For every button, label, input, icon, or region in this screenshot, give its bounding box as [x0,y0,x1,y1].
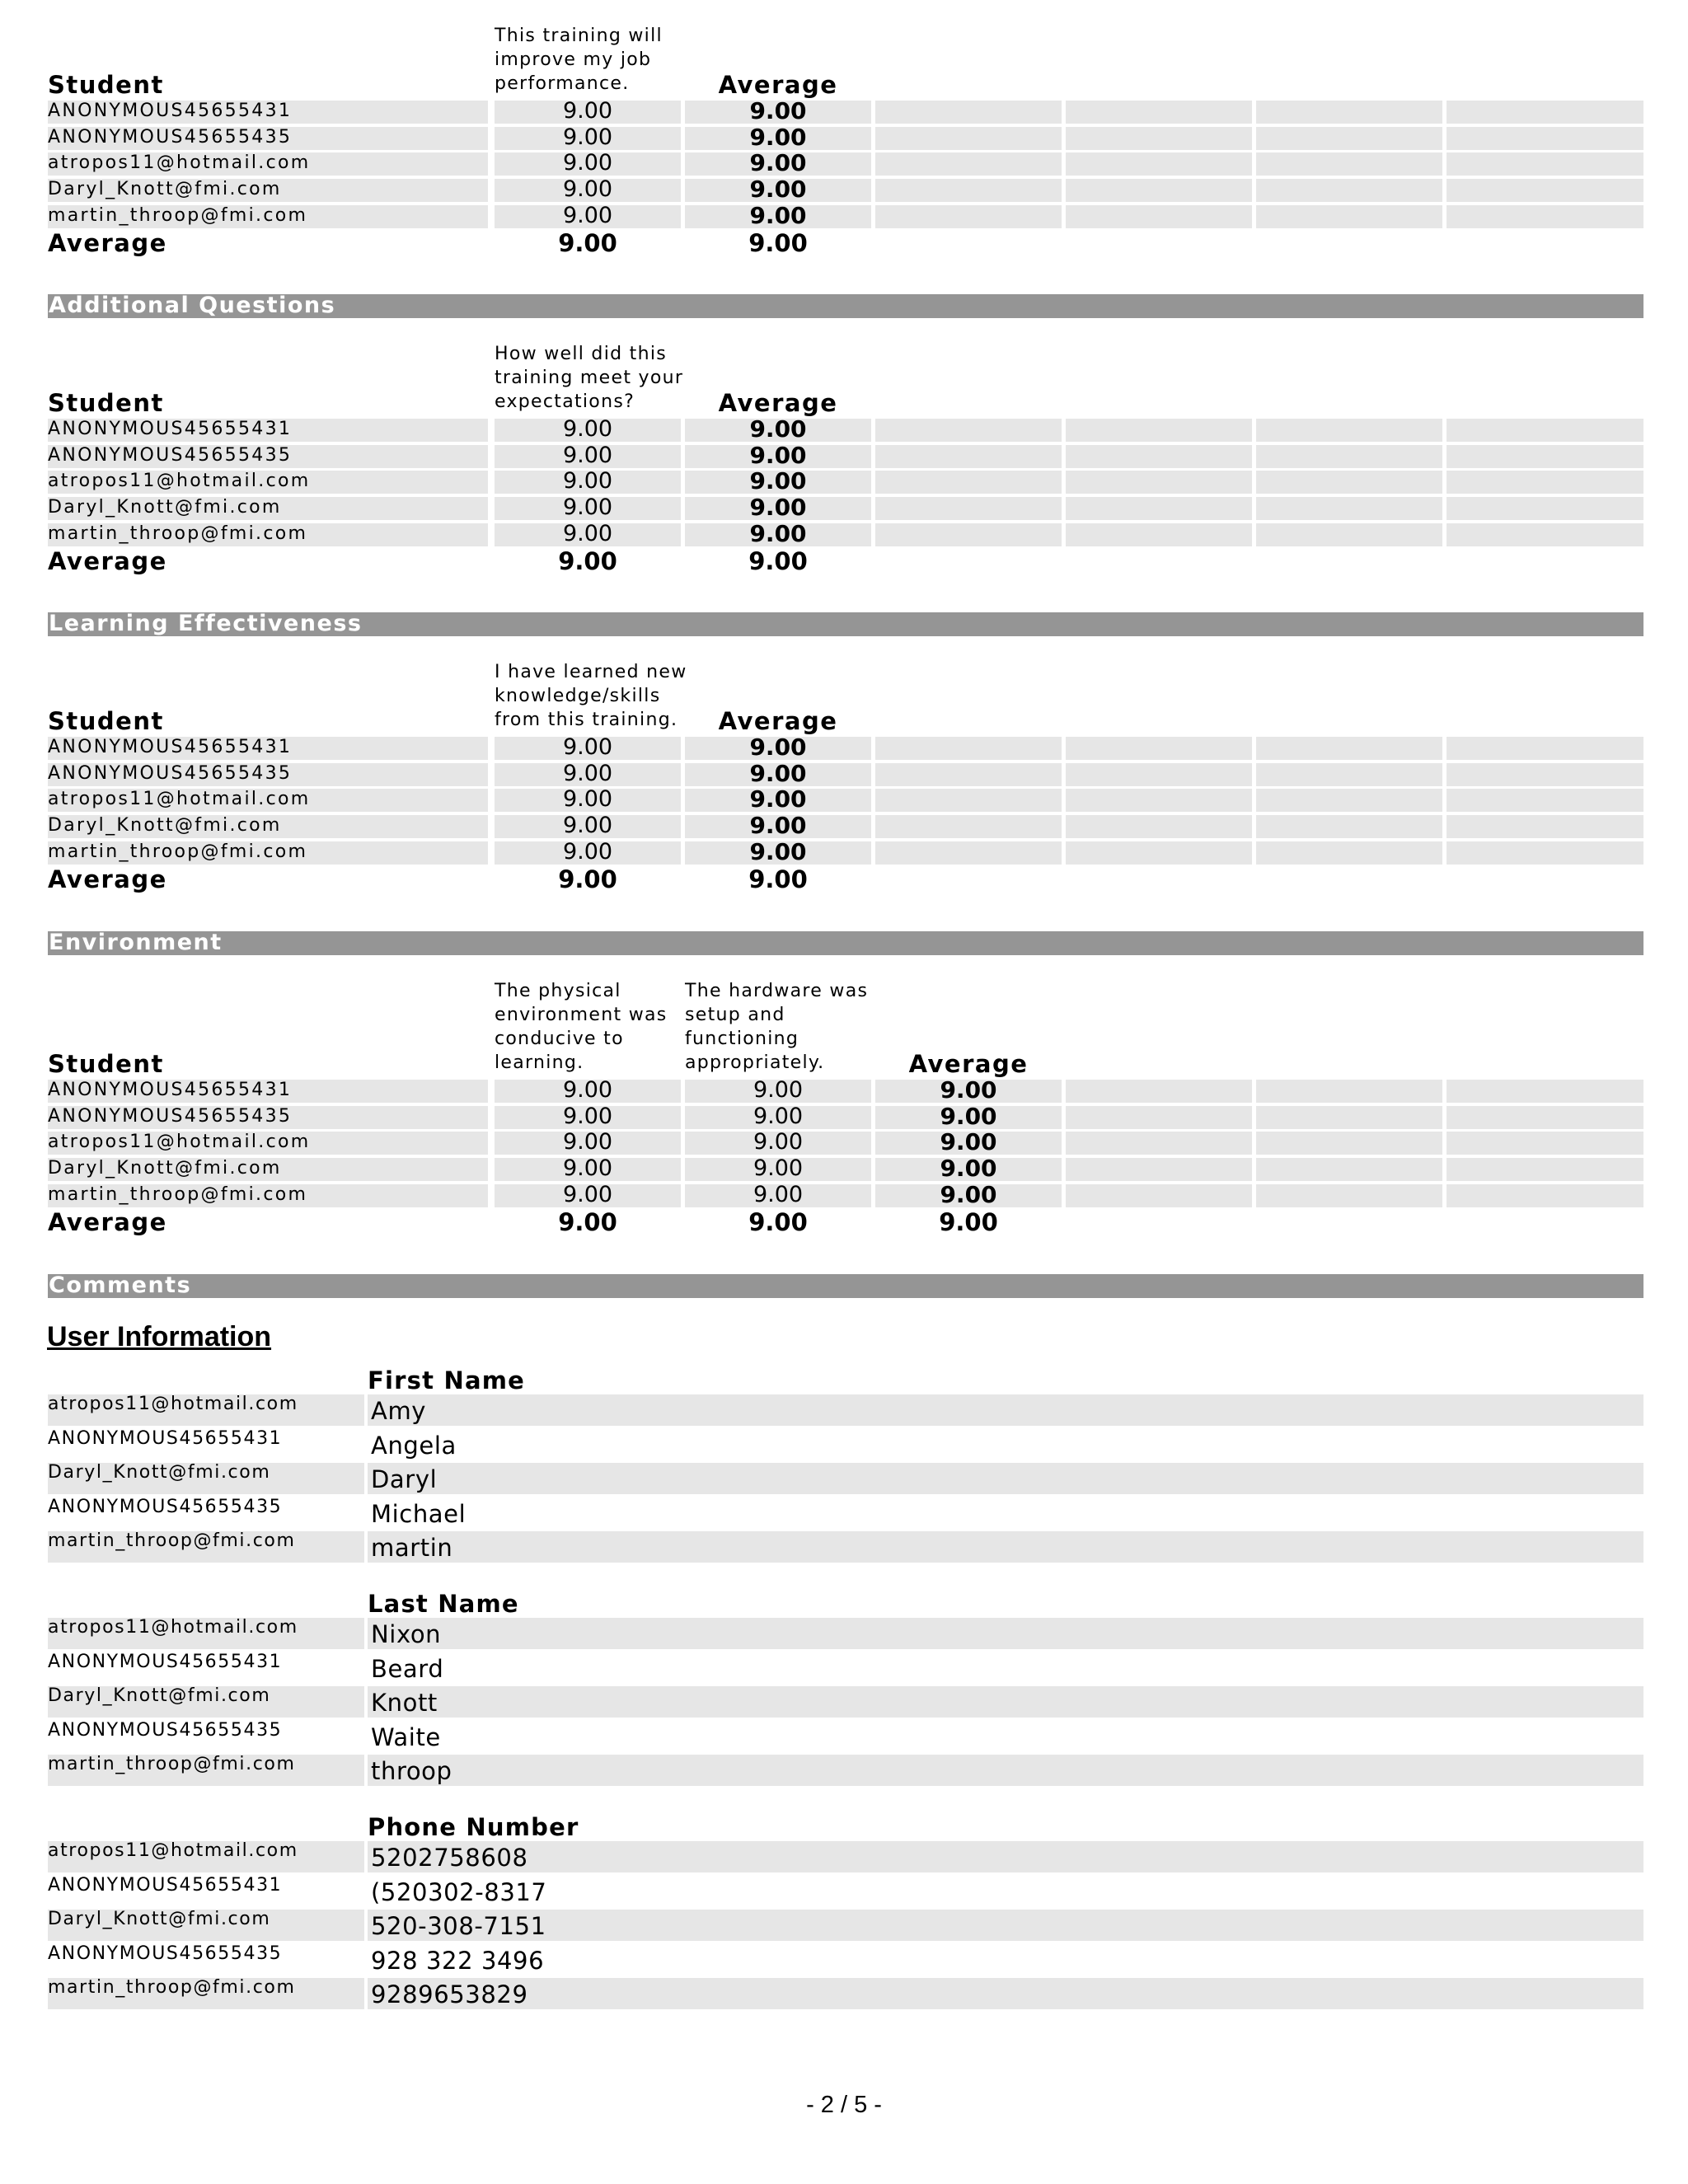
score-cell: 9.00 [753,1129,804,1155]
row-background [1256,815,1442,838]
field-value: Michael [371,1499,467,1528]
average-row-label: Average [48,228,167,257]
question-header: This training will improve my job performance. [495,26,663,94]
average-column-header: Average [908,1050,1029,1078]
user-row [48,1394,1643,1426]
row-background [1447,1106,1643,1129]
user-row [48,1721,1643,1752]
section-title: Environment [49,930,223,955]
section-bar [48,294,1643,318]
row-background [1256,101,1442,124]
column-divider [364,1531,368,1563]
column-divider [364,1755,368,1786]
user-id: Daryl_Knott@fmi.com [48,1685,271,1706]
column-average: 9.00 [748,228,808,257]
row-background [1256,445,1442,468]
row-background [1066,815,1252,838]
score-cell: 9.00 [562,520,613,546]
column-average: 9.00 [748,546,808,575]
score-cell: 9.00 [753,1077,804,1103]
row-background [875,205,1062,228]
question-header: The physical environment was conducive to learning. [495,981,668,1073]
row-background [1066,1184,1252,1207]
row-average: 9.00 [749,494,807,522]
user-row [48,1463,1643,1494]
row-background [1066,471,1252,494]
user-row [48,1497,1643,1529]
row-background [1256,1132,1442,1155]
student-name: ANONYMOUS45655435 [48,126,293,148]
row-average: 9.00 [940,1155,997,1183]
score-cell: 9.00 [562,1103,613,1129]
question-header: I have learned new knowledge/skills from this training. [495,662,687,730]
row-background [875,152,1062,176]
user-id: ANONYMOUS45655435 [48,1496,283,1517]
field-value: 520-308-7151 [371,1912,546,1940]
row-background [1447,1132,1643,1155]
row-average: 9.00 [749,519,807,547]
row-average: 9.00 [749,837,807,865]
student-column-header: Student [48,389,164,417]
row-background [875,127,1062,150]
student-name: ANONYMOUS45655431 [48,737,293,757]
student-column-header: Student [48,71,164,99]
student-name: martin_throop@fmi.com [48,523,308,544]
column-divider [364,1618,368,1649]
column-divider [364,1394,368,1426]
student-name: Daryl_Knott@fmi.com [48,1158,282,1179]
field-value: 5202758608 [371,1844,528,1872]
row-average: 9.00 [749,123,807,151]
column-average: 9.00 [558,865,617,893]
student-name: atropos11@hotmail.com [48,789,311,810]
question-header: How well did this training meet your expectations? [495,344,684,412]
row-background [1447,841,1643,865]
row-average: 9.00 [749,97,807,124]
section-bar [48,931,1643,955]
row-background [1256,179,1442,202]
row-background [1447,419,1643,442]
row-background [1256,737,1442,760]
average-column-header: Average [718,71,838,99]
row-background [1447,523,1643,546]
field-value: throop [371,1757,452,1785]
field-value: Waite [371,1722,441,1751]
average-row-label: Average [48,1207,167,1236]
score-cell: 9.00 [562,176,613,203]
student-column-header: Student [48,707,164,735]
row-background [1256,523,1442,546]
row-background [1447,497,1643,520]
row-background [1447,1158,1643,1181]
row-average: 9.00 [940,1102,997,1130]
section-title: Learning Effectiveness [49,611,363,636]
user-row [48,1910,1643,1941]
student-name: Daryl_Knott@fmi.com [48,179,282,200]
column-divider [364,1463,368,1494]
row-background [1447,205,1643,228]
column-average: 9.00 [558,546,617,575]
row-average: 9.00 [749,201,807,229]
row-background [875,763,1062,786]
user-row [48,1944,1643,1975]
average-row-label: Average [48,546,167,575]
field-header: First Name [368,1366,525,1394]
row-background [1447,789,1643,812]
row-background [1066,737,1252,760]
user-id: ANONYMOUS45655435 [48,1719,283,1741]
user-row [48,1755,1643,1786]
row-background [1447,179,1643,202]
field-value: Nixon [371,1620,442,1648]
row-background [1256,1158,1442,1181]
section-bar [48,1274,1643,1298]
row-background [875,179,1062,202]
field-value: (520302-8317 [371,1877,547,1906]
field-header: Last Name [368,1590,519,1618]
column-average: 9.00 [558,228,617,257]
row-background [875,497,1062,520]
field-value: Angela [371,1431,457,1460]
field-header: Phone Number [368,1813,579,1841]
section-bar [48,612,1643,636]
user-row [48,1531,1643,1563]
column-average: 9.00 [748,1207,808,1236]
row-background [1447,445,1643,468]
field-value: martin [371,1534,453,1562]
row-average: 9.00 [749,415,807,443]
field-value: 928 322 3496 [371,1946,545,1975]
column-divider [364,1910,368,1941]
row-background [1256,1106,1442,1129]
score-cell: 9.00 [562,494,613,521]
row-background [1066,152,1252,176]
column-divider [364,1686,368,1718]
row-background [1447,763,1643,786]
row-background [1066,101,1252,124]
score-cell: 9.00 [562,1181,613,1207]
column-divider [364,1978,368,2009]
user-row [48,1618,1643,1649]
section-title: Additional Questions [49,293,336,318]
row-average: 9.00 [749,467,807,495]
user-row [48,1978,1643,2009]
score-cell: 9.00 [562,416,613,442]
student-name: atropos11@hotmail.com [48,471,311,492]
row-background [875,445,1062,468]
score-cell: 9.00 [562,838,613,865]
row-background [1256,471,1442,494]
row-background [1447,152,1643,176]
user-row [48,1841,1643,1872]
field-value: Amy [371,1397,427,1425]
row-background [1066,789,1252,812]
student-name: atropos11@hotmail.com [48,1132,311,1153]
user-id: ANONYMOUS45655431 [48,1874,283,1896]
row-average: 9.00 [749,733,807,761]
row-background [1066,841,1252,865]
row-average: 9.00 [749,149,807,177]
row-average: 9.00 [749,759,807,787]
student-name: ANONYMOUS45655431 [48,419,293,439]
score-cell: 9.00 [562,734,613,760]
row-background [1256,1184,1442,1207]
score-cell: 9.00 [562,468,613,494]
row-background [1066,1132,1252,1155]
row-background [875,471,1062,494]
row-average: 9.00 [940,1180,997,1208]
row-background [1256,841,1442,865]
column-average: 9.00 [748,865,808,893]
row-background [875,101,1062,124]
score-cell: 9.00 [562,1129,613,1155]
user-id: Daryl_Knott@fmi.com [48,1462,271,1483]
row-background [875,789,1062,812]
column-average: 9.00 [558,1207,617,1236]
row-average: 9.00 [749,176,807,204]
score-cell: 9.00 [562,760,613,786]
student-column-header: Student [48,1050,164,1078]
student-name: ANONYMOUS45655435 [48,444,293,466]
student-name: ANONYMOUS45655435 [48,762,293,784]
score-cell: 9.00 [753,1155,804,1182]
row-background [1447,815,1643,838]
row-background [1066,1106,1252,1129]
user-id: martin_throop@fmi.com [48,1754,296,1774]
row-background [1256,763,1442,786]
student-name: Daryl_Knott@fmi.com [48,497,282,518]
row-average: 9.00 [940,1128,997,1156]
score-cell: 9.00 [562,1077,613,1103]
field-value: 9289653829 [371,1980,528,2008]
row-background [875,523,1062,546]
score-cell: 9.00 [562,150,613,176]
user-id: Daryl_Knott@fmi.com [48,1909,271,1929]
row-background [875,815,1062,838]
row-background [1066,179,1252,202]
score-cell: 9.00 [562,442,613,468]
student-name: Daryl_Knott@fmi.com [48,815,282,837]
row-background [1066,763,1252,786]
row-average: 9.00 [749,812,807,840]
user-id: ANONYMOUS45655435 [48,1943,283,1964]
row-background [1256,205,1442,228]
score-cell: 9.00 [562,813,613,839]
user-row [48,1686,1643,1718]
row-background [1066,205,1252,228]
row-background [1256,789,1442,812]
row-background [1447,127,1643,150]
row-background [1066,445,1252,468]
column-average: 9.00 [939,1207,998,1236]
row-background [1447,101,1643,124]
user-id: martin_throop@fmi.com [48,1530,296,1551]
student-name: martin_throop@fmi.com [48,841,308,862]
row-background [1447,1080,1643,1103]
row-average: 9.00 [749,785,807,813]
row-background [1066,1158,1252,1181]
score-cell: 9.00 [562,1155,613,1182]
column-divider [364,1841,368,1872]
student-name: ANONYMOUS45655435 [48,1105,293,1127]
user-id: martin_throop@fmi.com [48,1977,296,1998]
student-name: atropos11@hotmail.com [48,152,311,174]
score-cell: 9.00 [562,124,613,150]
row-background [1066,1080,1252,1103]
row-background [1447,737,1643,760]
row-background [1256,419,1442,442]
row-background [1256,127,1442,150]
average-row-label: Average [48,865,167,893]
row-background [1066,523,1252,546]
user-information-title: User Information [47,1321,272,1352]
section-title: Comments [49,1272,192,1298]
score-cell: 9.00 [753,1181,804,1207]
student-name: martin_throop@fmi.com [48,204,308,226]
row-background [1256,497,1442,520]
row-background [1256,1080,1442,1103]
user-id: atropos11@hotmail.com [48,1617,298,1638]
student-name: ANONYMOUS45655431 [48,1080,293,1100]
user-id: ANONYMOUS45655431 [48,1651,283,1672]
score-cell: 9.00 [562,786,613,813]
field-value: Knott [371,1689,438,1717]
page-number: - 2 / 5 - [806,2092,882,2118]
average-column-header: Average [718,389,838,417]
row-background [875,737,1062,760]
row-background [1066,497,1252,520]
row-background [1256,152,1442,176]
user-id: atropos11@hotmail.com [48,1394,298,1414]
row-background [1447,471,1643,494]
row-background [875,841,1062,865]
score-cell: 9.00 [753,1103,804,1129]
field-value: Beard [371,1654,444,1683]
user-row [48,1652,1643,1684]
row-average: 9.00 [940,1076,997,1104]
row-background [1066,127,1252,150]
user-id: ANONYMOUS45655431 [48,1427,283,1449]
student-name: ANONYMOUS45655431 [48,101,293,121]
user-row [48,1429,1643,1460]
score-cell: 9.00 [562,98,613,124]
user-id: atropos11@hotmail.com [48,1840,298,1861]
row-background [1447,1184,1643,1207]
student-name: martin_throop@fmi.com [48,1183,308,1205]
average-column-header: Average [718,707,838,735]
field-value: Daryl [371,1465,438,1493]
user-row [48,1876,1643,1907]
question-header: The hardware was setup and functioning appropriately. [685,981,869,1073]
row-average: 9.00 [749,441,807,469]
row-background [875,419,1062,442]
row-background [1066,419,1252,442]
score-cell: 9.00 [562,202,613,228]
